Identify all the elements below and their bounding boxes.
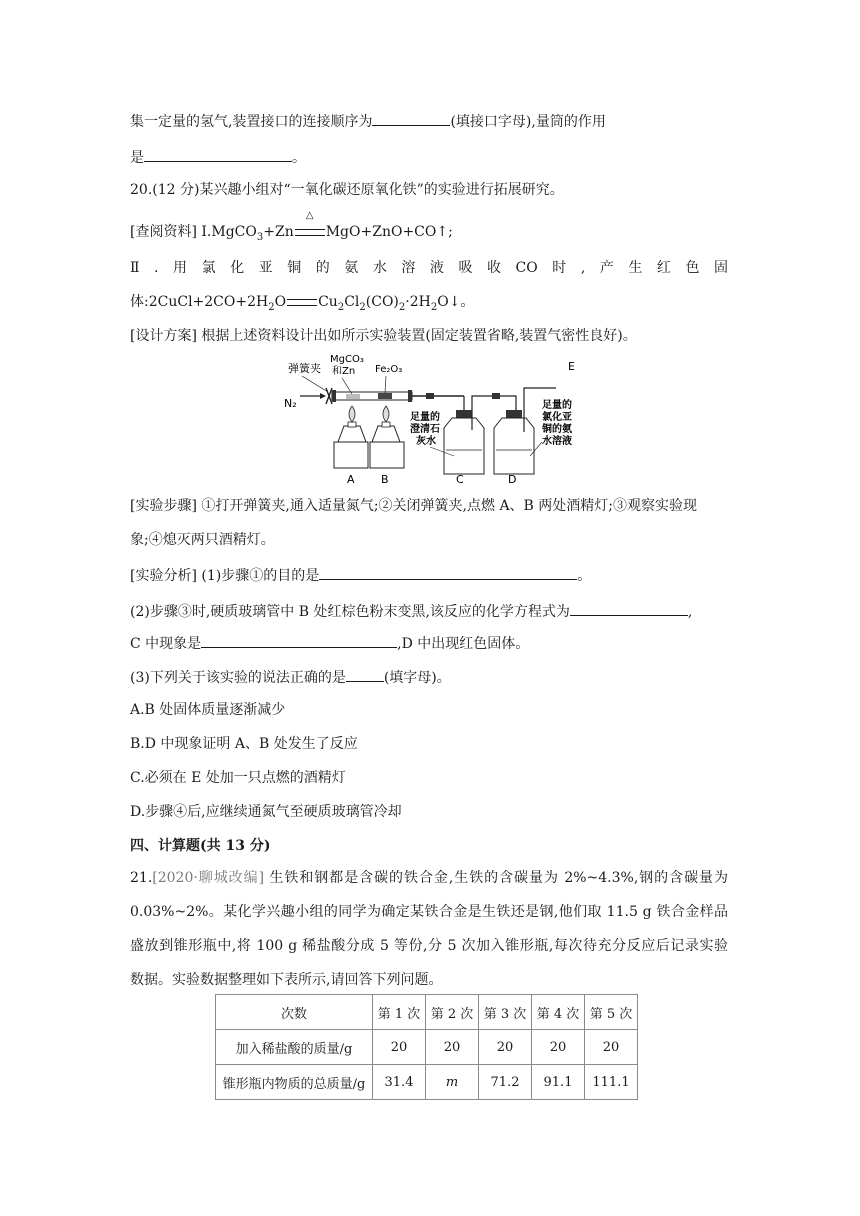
design-line: [设计方案] 根据上述资料设计出如所示实验装置(固定装置省略,装置气密性良好)。	[130, 328, 637, 344]
q20-info-1: [查阅资料] Ⅰ.MgCO$_3$+Zn△ MgO+ZnO+CO↑;	[130, 222, 453, 242]
q19-line-1	[130, 110, 606, 132]
label-d: D	[508, 473, 517, 486]
lamp-b	[372, 406, 400, 442]
q19-line-2	[130, 146, 306, 168]
table-row	[216, 1065, 638, 1100]
table-cell: 第 4 次	[532, 995, 585, 1030]
table-cell: 20	[532, 1030, 585, 1065]
option-b: B.D 中现象证明 A、B 处发生了反应	[130, 736, 358, 752]
table-cell: 20	[479, 1030, 532, 1065]
table-cell: 91.1	[532, 1065, 585, 1100]
table-cell: m	[426, 1065, 479, 1100]
analysis-text: 。	[577, 568, 592, 584]
q19-text: 集一定量的氢气,装置接口的连接顺序为	[130, 114, 373, 130]
q20-info-2b: 体$:2CuCl+2CO+2H_2O$ $Cu_2Cl_2(CO)_2\cdot 2H_2O↓$。	[130, 294, 475, 313]
table-row	[216, 995, 638, 1030]
stand-a	[334, 442, 368, 468]
q19-text: 是	[130, 150, 144, 166]
table-cell: 第 1 次	[373, 995, 426, 1030]
equals-sign	[287, 299, 317, 306]
analysis-1	[130, 564, 591, 586]
info-text: Cl	[344, 294, 360, 310]
q21-line-2: 0.03%~2%。某化学兴趣小组的同学为确定某铁合金是生铁还是钢,他们取 11.5 g 铁合金样品	[130, 904, 728, 920]
answer-blank	[319, 564, 577, 580]
analysis-text: (2)步骤③时,硬质玻璃管中 B 处红棕色粉末变黑,该反应的化学方程式为	[130, 604, 570, 620]
q20-header: 20.(12 分)某兴趣小组对“一氧化碳还原氧化铁”的实验进行拓展研究。	[130, 182, 564, 198]
analysis-text: (3)下列关于该实验的说法正确的是	[130, 670, 346, 686]
label-b: B	[381, 473, 389, 486]
table-cell: 20	[373, 1030, 426, 1065]
info-text: Cu	[318, 294, 338, 310]
table-cell: 111.1	[585, 1065, 638, 1100]
q21-text: 生铁和钢都是含碳的铁合金,生铁的含碳量为 2%~4.3%,钢的含碳量为	[264, 870, 728, 886]
option-d: D.步骤④后,应继续通氮气至硬质玻璃管冷却	[130, 804, 402, 820]
analysis-text: (填字母)。	[383, 670, 451, 686]
option-c: C.必须在 E 处加一只点燃的酒精灯	[130, 770, 346, 786]
limewater-label: 足量的	[410, 412, 440, 423]
q20-info-2: Ⅱ.用氯化亚铜的氨水溶液吸收CO时,产生红色固	[130, 260, 728, 276]
stand-b	[370, 442, 404, 468]
q21-number: 21.	[130, 870, 153, 886]
analysis-text: ,	[687, 604, 693, 620]
fe2o3-label: Fe₂O₃	[375, 364, 403, 375]
table-cell: 第 5 次	[585, 995, 638, 1030]
table-row	[216, 1030, 638, 1065]
apparatus-diagram	[280, 352, 600, 488]
section-heading: 四、计算题(共 13 分)	[130, 838, 271, 854]
limewater-label: 澄清石	[410, 424, 440, 435]
heating-symbol	[294, 222, 326, 242]
answer-blank	[570, 600, 688, 616]
answer-blank	[346, 666, 384, 682]
steps-line-2: 象;④熄灭两只酒精灯。	[130, 532, 275, 548]
label-c: C	[456, 473, 464, 486]
analysis-2-line-1	[130, 600, 692, 622]
info-label: [查阅资料]	[130, 224, 197, 240]
answer-blank	[144, 146, 292, 162]
cucl-label: 水溶液	[542, 436, 572, 447]
analysis-text: ,D 中出现红色固体。	[397, 636, 530, 652]
data-table	[215, 994, 638, 1100]
lamp-a	[338, 406, 366, 442]
limewater-label: 灰水	[416, 436, 436, 447]
clamp-label: 弹簧夹	[288, 362, 321, 375]
solid-b	[378, 393, 392, 399]
table-cell: 锥形瓶内物质的总质量/g	[216, 1065, 373, 1100]
q21-line-3: 盛放到锥形瓶中,将 100 g 稀盐酸分成 5 等份,分 5 次加入锥形瓶,每次待充分反应后记录实验	[130, 938, 728, 954]
solid-a	[346, 394, 360, 399]
table-cell: 第 3 次	[479, 995, 532, 1030]
table-cell: 加入稀盐酸的质量/g	[216, 1030, 373, 1065]
analysis-2-line-2	[130, 632, 529, 654]
table-cell: 20	[585, 1030, 638, 1065]
steps-line-1: [实验步骤] ①打开弹簧夹,通入适量氮气;②关闭弹簧夹,点燃 A、B 两处酒精灯;③观察实验现	[130, 498, 698, 514]
info-text: +Zn	[263, 224, 294, 240]
info-text: (CO)	[365, 294, 399, 310]
info-text: 体:2CuCl+2CO+2H	[130, 294, 269, 310]
cucl-label: 氯化亚	[542, 412, 572, 423]
q21-line-1	[130, 868, 728, 888]
analysis-text: C 中现象是	[130, 636, 202, 652]
cucl-label: 足量的	[542, 400, 572, 411]
label-a: A	[347, 473, 355, 486]
table-cell: 20	[426, 1030, 479, 1065]
q19-text: (填接口字母),量筒的作用	[450, 114, 606, 130]
q21-source: [2020·聊城改编]	[152, 870, 265, 886]
info-text: MgO+ZnO+CO↑;	[325, 224, 453, 240]
info-text: O	[274, 294, 287, 310]
answer-blank	[201, 632, 397, 648]
table-cell: 第 2 次	[426, 995, 479, 1030]
table-cell: 71.2	[479, 1065, 532, 1100]
option-a: A.B 处固体质量逐渐减少	[130, 702, 286, 718]
n2-label: N₂	[284, 397, 297, 410]
bottle-c	[444, 402, 484, 474]
analysis-text: [实验分析] (1)步骤①的目的是	[130, 568, 320, 584]
glass-tube	[332, 392, 412, 400]
info-text: O↓。	[437, 294, 475, 310]
table-cell: 31.4	[373, 1065, 426, 1100]
info-text: Ⅰ.MgCO	[196, 224, 257, 240]
table-cell: 次数	[216, 995, 373, 1030]
zn-label: 和Zn	[332, 366, 356, 377]
answer-blank	[372, 110, 450, 126]
mgco3-label: MgCO₃	[330, 354, 364, 365]
analysis-3	[130, 666, 451, 688]
outlet-e-label: E	[568, 360, 575, 373]
cucl-label: 铜的氨	[542, 424, 572, 435]
info-text: ·2H	[405, 294, 431, 310]
q21-line-4: 数据。实验数据整理如下表所示,请回答下列问题。	[130, 972, 443, 988]
q19-text: 。	[292, 150, 306, 166]
